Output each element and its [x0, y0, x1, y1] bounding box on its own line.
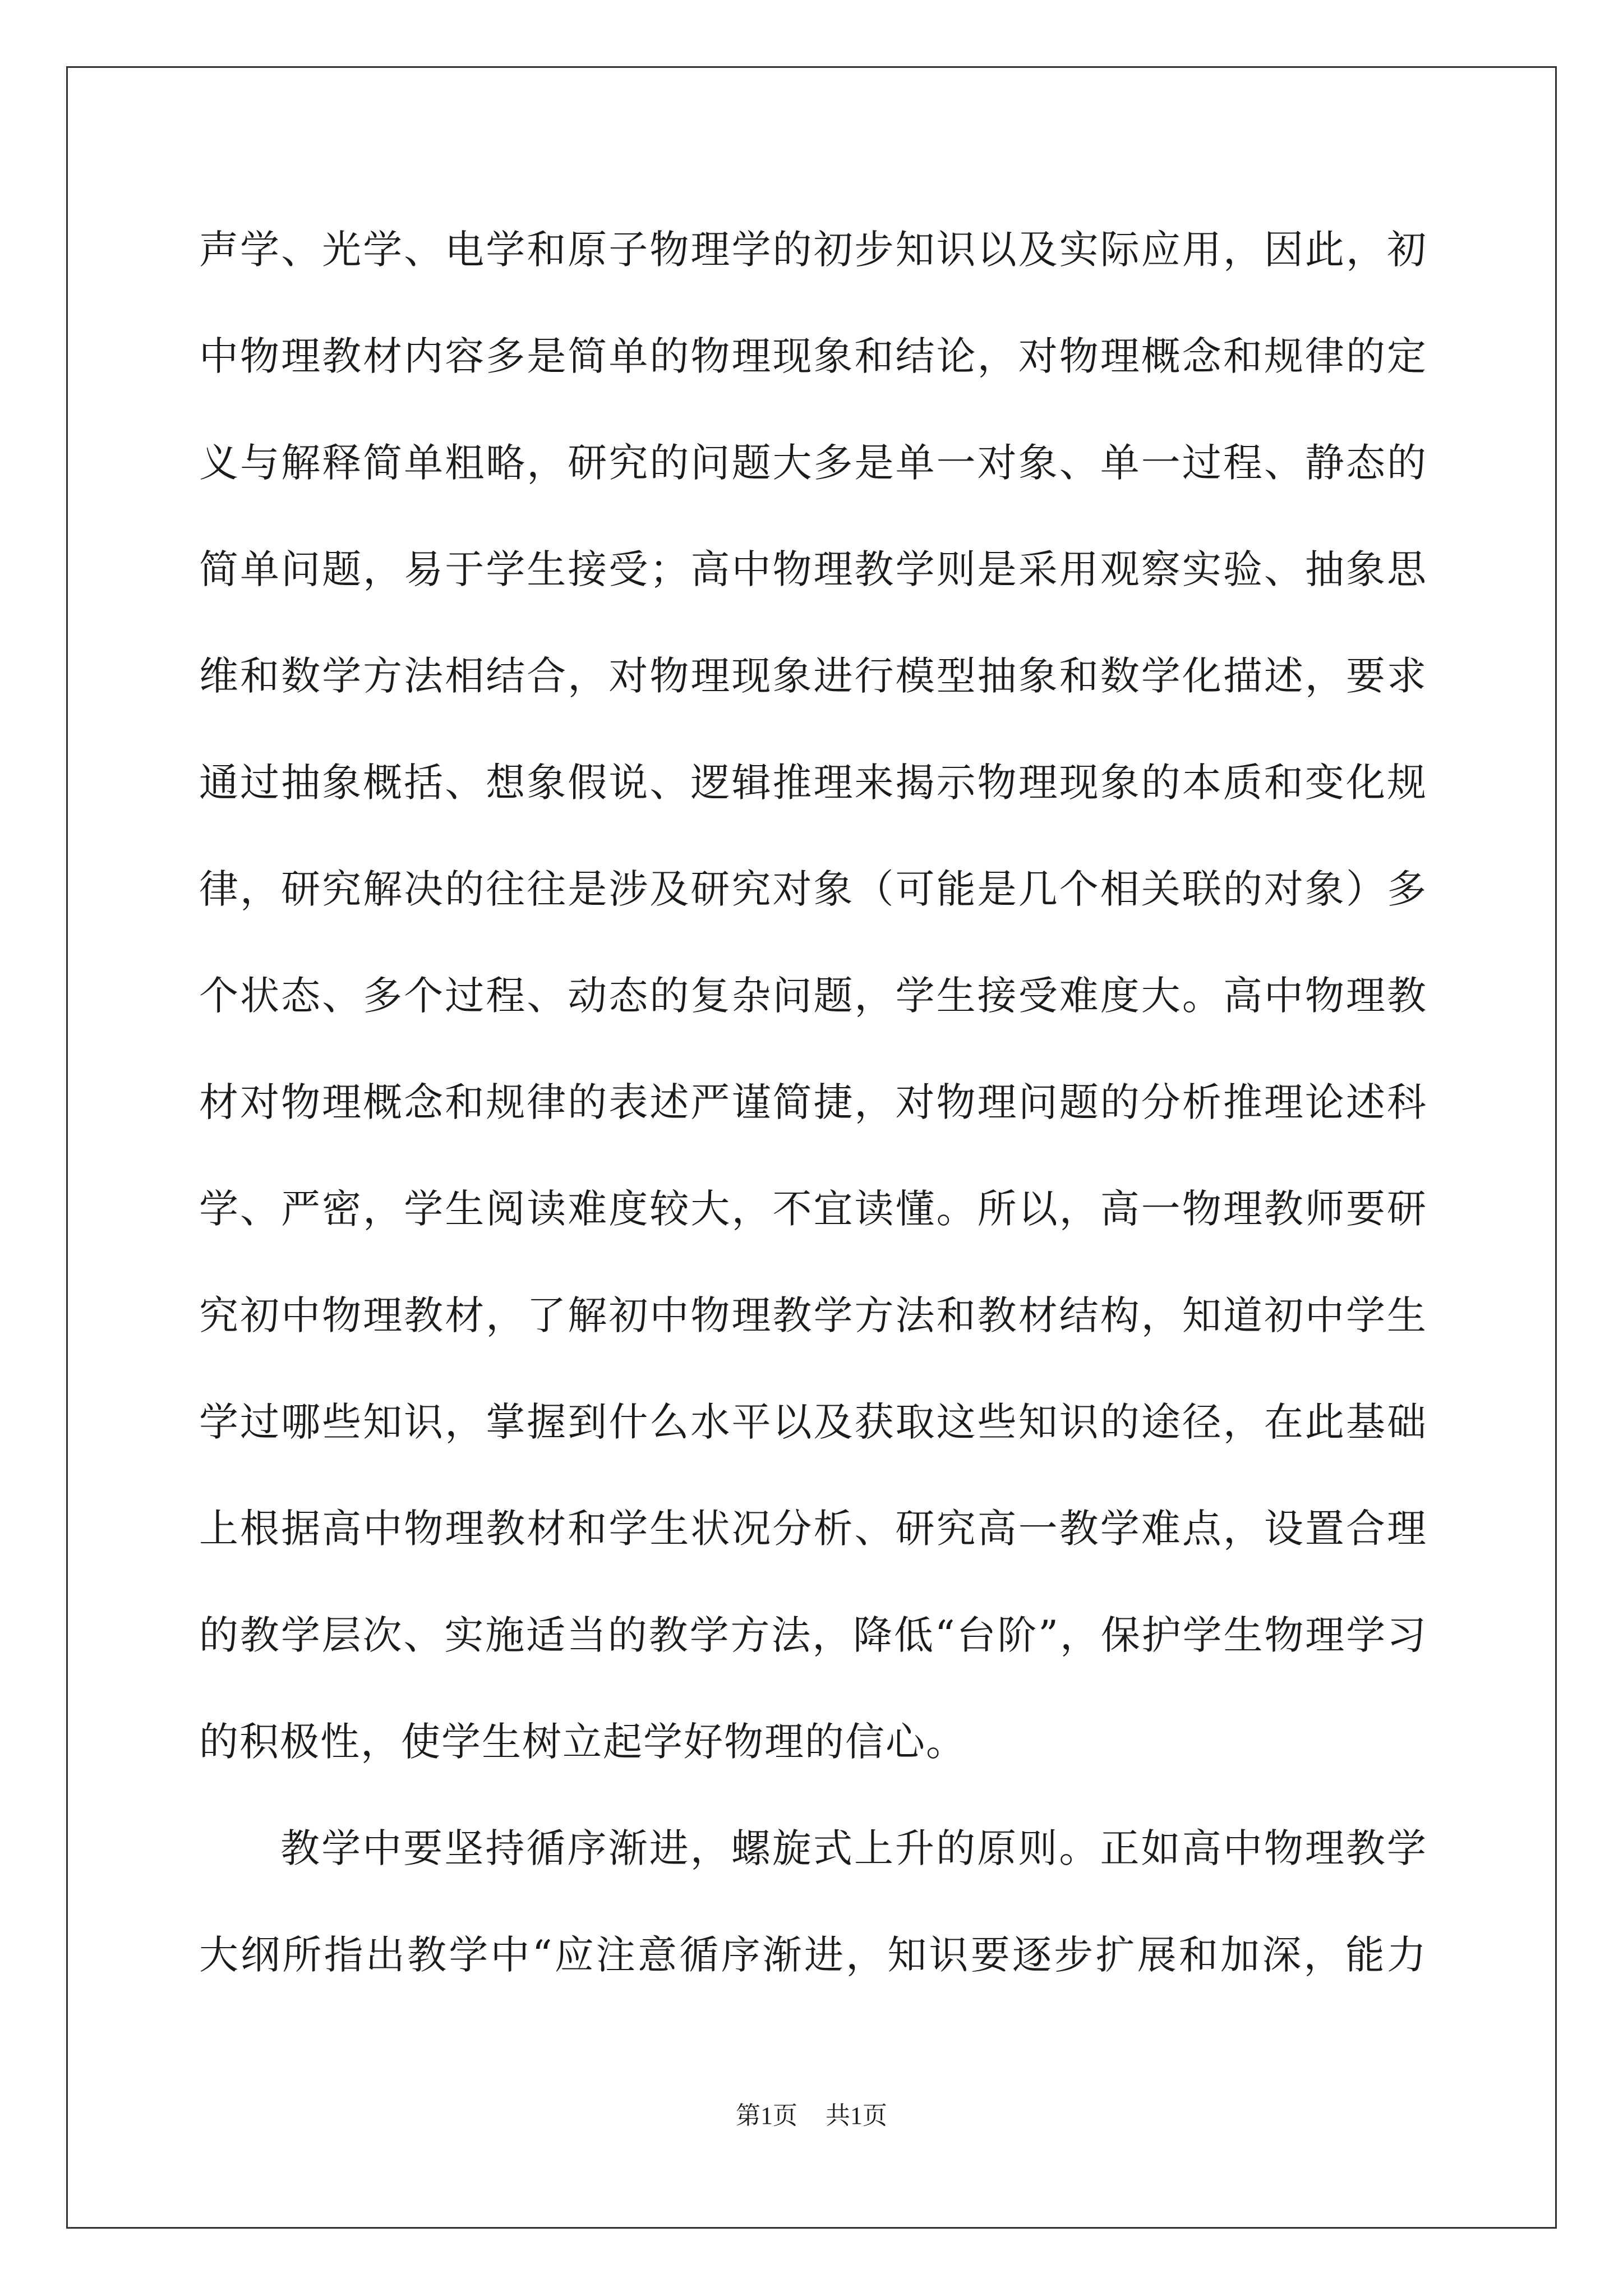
- text-line: 大纲所指出教学中“应注意循序渐进，知识要逐步扩展和加深，能力: [199, 1932, 1427, 1978]
- text-line-paragraph-start: 教学中要坚持循序渐进，螺旋式上升的原则。正如高中物理教学: [280, 1825, 1427, 1871]
- text-line: 究初中物理教材，了解初中物理教学方法和教材结构，知道初中学生: [199, 1292, 1427, 1338]
- page-number-label: 第1页: [736, 2102, 797, 2129]
- text-line: 声学、光学、电学和原子物理学的初步知识以及实际应用，因此，初: [199, 227, 1427, 273]
- document-body: [199, 219, 1427, 2031]
- text-line: 维和数学方法相结合，对物理现象进行模型抽象和数学化描述，要求: [199, 653, 1427, 699]
- text-line: 学过哪些知识，掌握到什么水平以及获取这些知识的途径，在此基础: [199, 1399, 1427, 1445]
- page-footer: [0, 2095, 1623, 2131]
- text-line: 简单问题，易于学生接受；高中物理教学则是采用观察实验、抽象思: [199, 546, 1427, 592]
- page-total-label: 共1页: [826, 2102, 887, 2129]
- text-line: 的教学层次、实施适当的教学方法，降低“台阶”，保护学生物理学习: [199, 1612, 1427, 1658]
- text-line: 学、严密，学生阅读难度较大，不宜读懂。所以，高一物理教师要研: [199, 1186, 1427, 1232]
- text-line: 个状态、多个过程、动态的复杂问题，学生接受难度大。高中物理教: [199, 973, 1427, 1019]
- text-line: 律，研究解决的往往是涉及研究对象（可能是几个相关联的对象）多: [199, 866, 1427, 912]
- text-line: 通过抽象概括、想象假说、逻辑推理来揭示物理现象的本质和变化规: [199, 760, 1427, 806]
- text-line: 上根据高中物理教材和学生状况分析、研究高一教学难点，设置合理: [199, 1506, 1427, 1552]
- text-line-paragraph-end: 的积极性，使学生树立起学好物理的信心。: [199, 1719, 966, 1765]
- text-line: 中物理教材内容多是简单的物理现象和结论，对物理概念和规律的定: [199, 333, 1427, 379]
- text-line: 材对物理概念和规律的表述严谨简捷，对物理问题的分析推理论述科: [199, 1079, 1427, 1125]
- text-line: 义与解释简单粗略，研究的问题大多是单一对象、单一过程、静态的: [199, 440, 1427, 486]
